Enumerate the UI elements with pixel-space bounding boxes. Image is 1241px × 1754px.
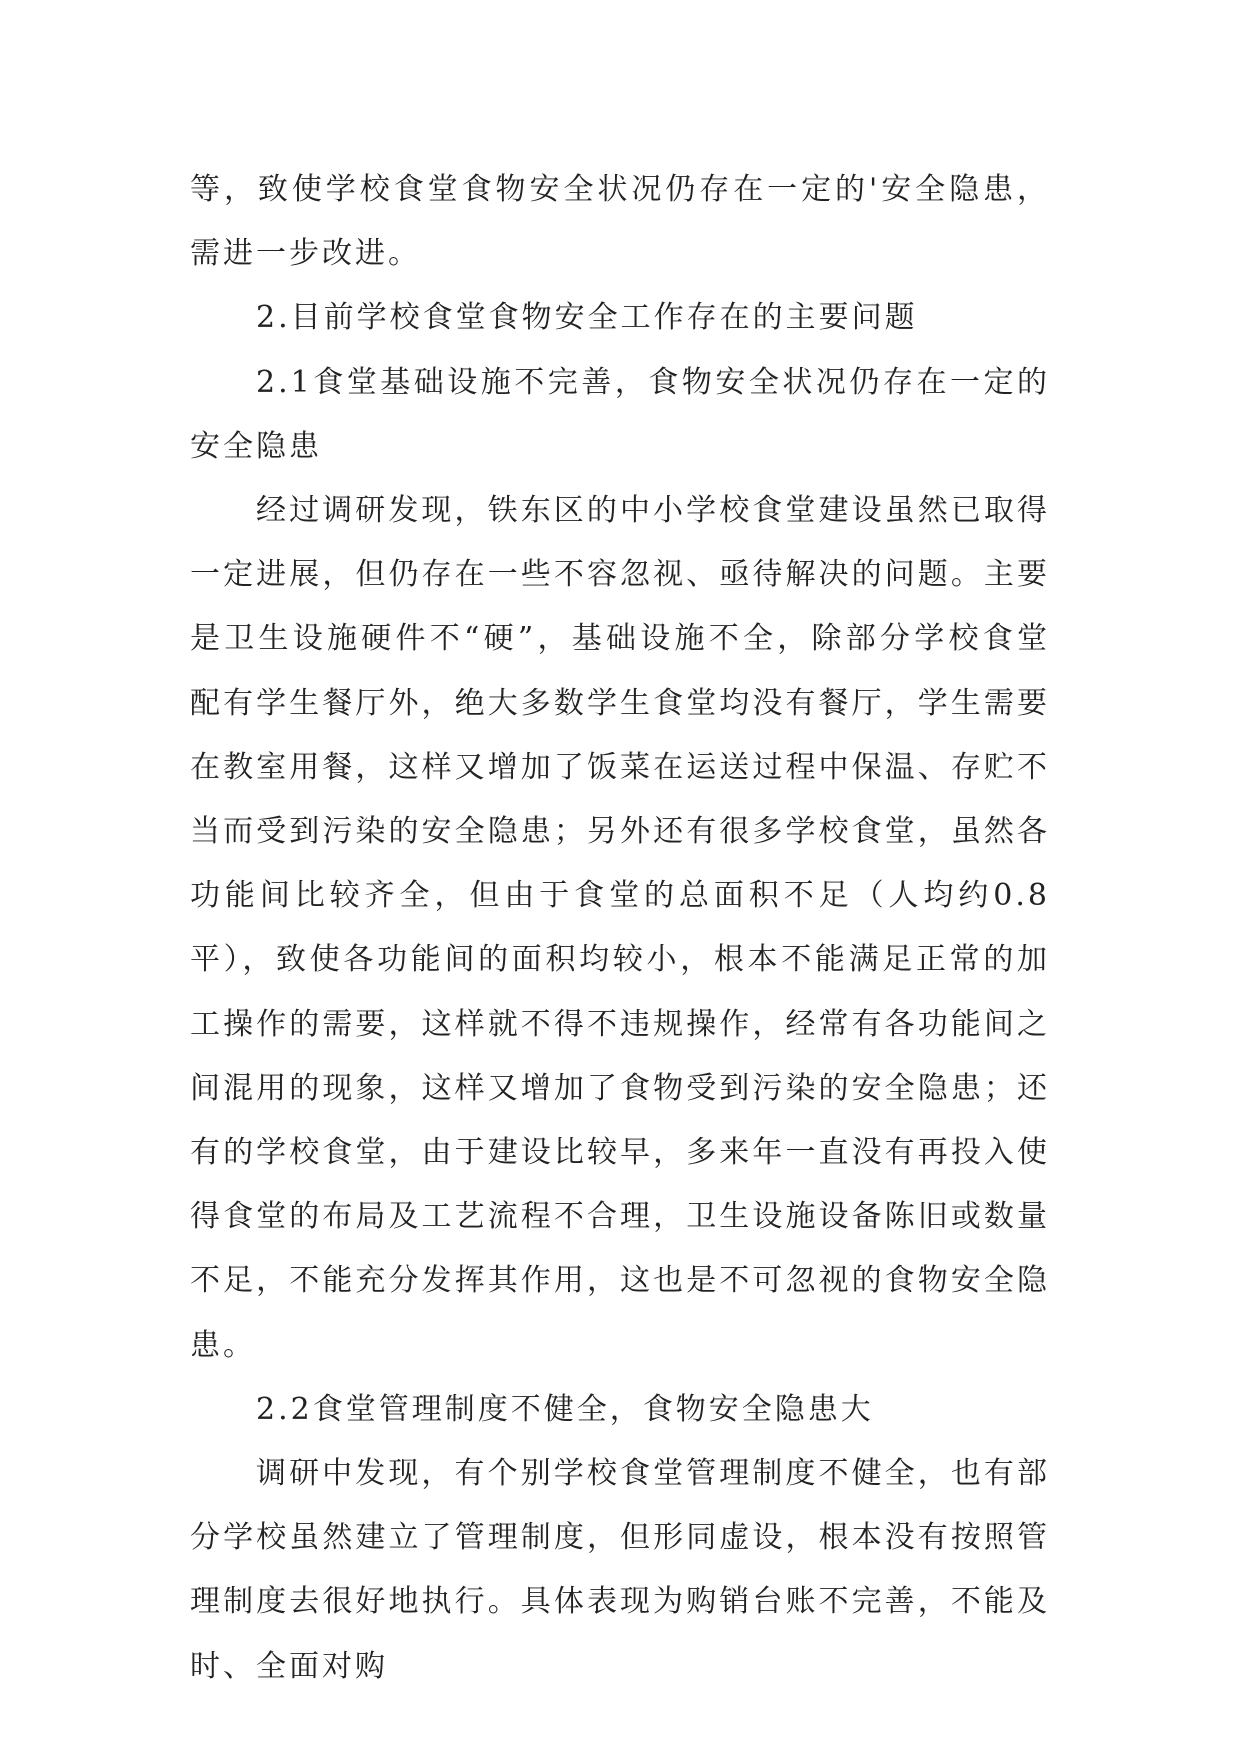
paragraph-facilities: 经过调研发现，铁东区的中小学校食堂建设虽然已取得一定进展，但仍存在一些不容忽视、亟待解决的问题。主要是卫生设施硬件不“硬”，基础设施不全，除部分学校食堂配有学生餐厅外，绝大多数学生食堂均没有餐厅，学生需要在教室用餐，这样又增加了饭菜在运送过程中保温、存贮不当而受到污染的安全隐患；另外还有很多学校食堂，虽然各功能间比较齐全，但由于食堂的总面积不足（人均约0.8平），致使各功能间的面积均较小，根本不能满足正常的加工操作的需要，这样就不得不违规操作，经常有各功能间之间混用的现象，这样又增加了食物受到污染的安全隐患；还有的学校食堂，由于建设比较早，多来年一直没有再投入使得食堂的布局及工艺流程不合理，卫生设施设备陈旧或数量不足，不能充分发挥其作用，这也是不可忽视的食物安全隐患。	[190, 493, 1050, 1363]
section-heading-2: 2.目前学校食堂食物安全工作存在的主要问题	[256, 300, 918, 336]
paragraph-continuation: 等，致使学校食堂食物安全状况仍存在一定的'安全隐患，需进一步改进。	[190, 172, 1050, 272]
subsection-heading-2-2: 2.2食堂管理制度不健全，食物安全隐患大	[256, 1391, 874, 1427]
subsection-heading-2-1: 2.1食堂基础设施不完善，食物安全状况仍存在一定的安全隐患	[190, 364, 1050, 464]
paragraph-management: 调研中发现，有个别学校食堂管理制度不健全，也有部分学校虽然建立了管理制度，但形同虚设，根本没有按照管理制度去很好地执行。具体表现为购销台账不完善，不能及时、全面对购	[190, 1456, 1050, 1684]
document-body	[190, 158, 1050, 1699]
